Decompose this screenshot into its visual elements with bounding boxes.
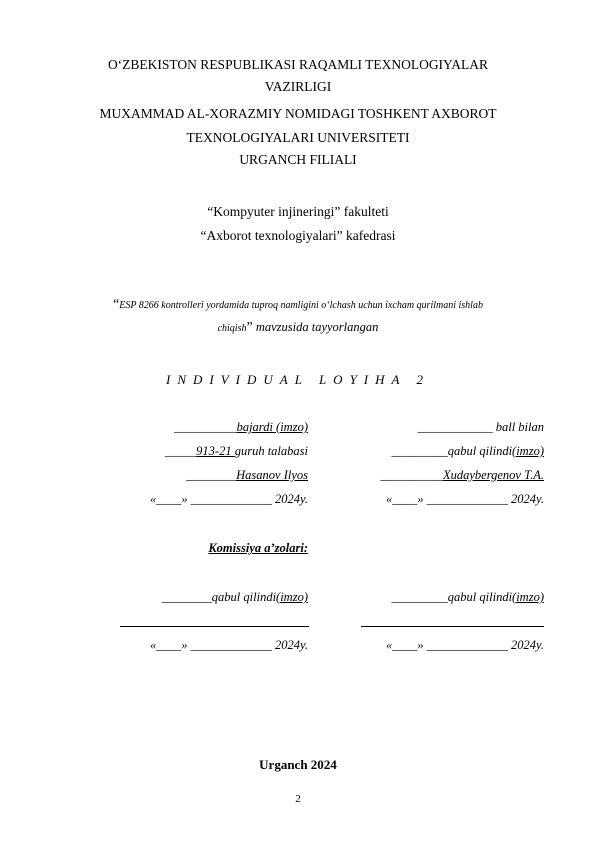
signature-blank: __________ (174, 420, 237, 434)
commission-left-name-line (120, 626, 309, 627)
project-topic-line-2 (0, 320, 596, 336)
faculty-name: “Kompyuter injineringi” fakulteti (207, 204, 389, 219)
student-group-row (165, 444, 308, 459)
student-name: Hasanov Ilyos (236, 468, 308, 482)
commission-right-accept (392, 590, 544, 605)
group-student-label: guruh talabasi (234, 444, 308, 458)
name-blank: ________ (186, 468, 237, 482)
grade-row: ____________ ball bilan (417, 420, 544, 434)
topic-text-1: ESP 8266 kontrolleri yordamida tuproq namligini o‘lchash uchun ixcham qurilmani ishlab (119, 300, 483, 311)
commission-right-name-line (361, 626, 544, 627)
commission-right-label: qabul qilindi (447, 590, 513, 604)
commission-title-text: Komissiya a’zolari: (208, 541, 308, 555)
topic-open-quote: “ (113, 297, 120, 312)
group-number: 913-21 (196, 444, 235, 458)
accepted-blank: _________ (391, 444, 448, 458)
commission-left-label: qabul qilindi (211, 590, 277, 604)
commission-left-date: «____» _____________ 2024y. (150, 638, 308, 652)
page-number: 2 (295, 793, 301, 805)
accepted-signature-label: (imzo) (512, 444, 544, 458)
topic-close-quote: ” (246, 320, 253, 335)
university-line-1: MUXAMMAD AL-XORAZMIY NOMIDAGI TOSHKENT AXBOROT (99, 106, 497, 121)
group-blank: _____ (164, 444, 197, 458)
ministry-line-2: VAZIRLIGI (264, 79, 332, 94)
branch-name: URGANCH FILIALI (239, 152, 357, 167)
commission-right-blank: _________ (391, 590, 448, 604)
department-name: “Axborot texnologiyalari” kafedrasi (200, 228, 396, 243)
performer-date: «____» _____________ 2024y. (150, 492, 308, 506)
city-year: Urganch 2024 (259, 757, 337, 772)
accepted-label: qabul qilindi (447, 444, 513, 458)
student-name-row (186, 468, 308, 483)
commission-left-imzo: (imzo) (276, 590, 308, 604)
project-topic-line-1 (0, 297, 596, 313)
commission-title (208, 541, 308, 556)
commission-right-imzo: (imzo) (512, 590, 544, 604)
accepted-row (392, 444, 544, 459)
university-line-2: TEXNOLOGIYALARI UNIVERSITETI (186, 130, 410, 145)
supervisor-name: Xudaybergenov T.A. (442, 468, 544, 482)
supervisor-blank: __________ (380, 468, 443, 482)
performed-by-label: bajardi (imzo) (236, 420, 308, 434)
topic-suffix: mavzusida tayyorlangan (252, 320, 379, 334)
commission-left-blank: ________ (161, 590, 212, 604)
ministry-line-1: O‘ZBEKISTON RESPUBLIKASI RAQAMLI TEXNOLOGIYALAR (107, 57, 489, 72)
commission-left-accept (162, 590, 308, 605)
document-title: INDIVIDUAL LOYIHA 2 (166, 372, 430, 387)
topic-text-2: chiqish (217, 323, 247, 334)
commission-right-date: «____» _____________ 2024y. (386, 638, 544, 652)
supervisor-date: «____» _____________ 2024y. (386, 492, 544, 506)
supervisor-name-row (380, 468, 544, 483)
performer-signature (174, 420, 308, 435)
